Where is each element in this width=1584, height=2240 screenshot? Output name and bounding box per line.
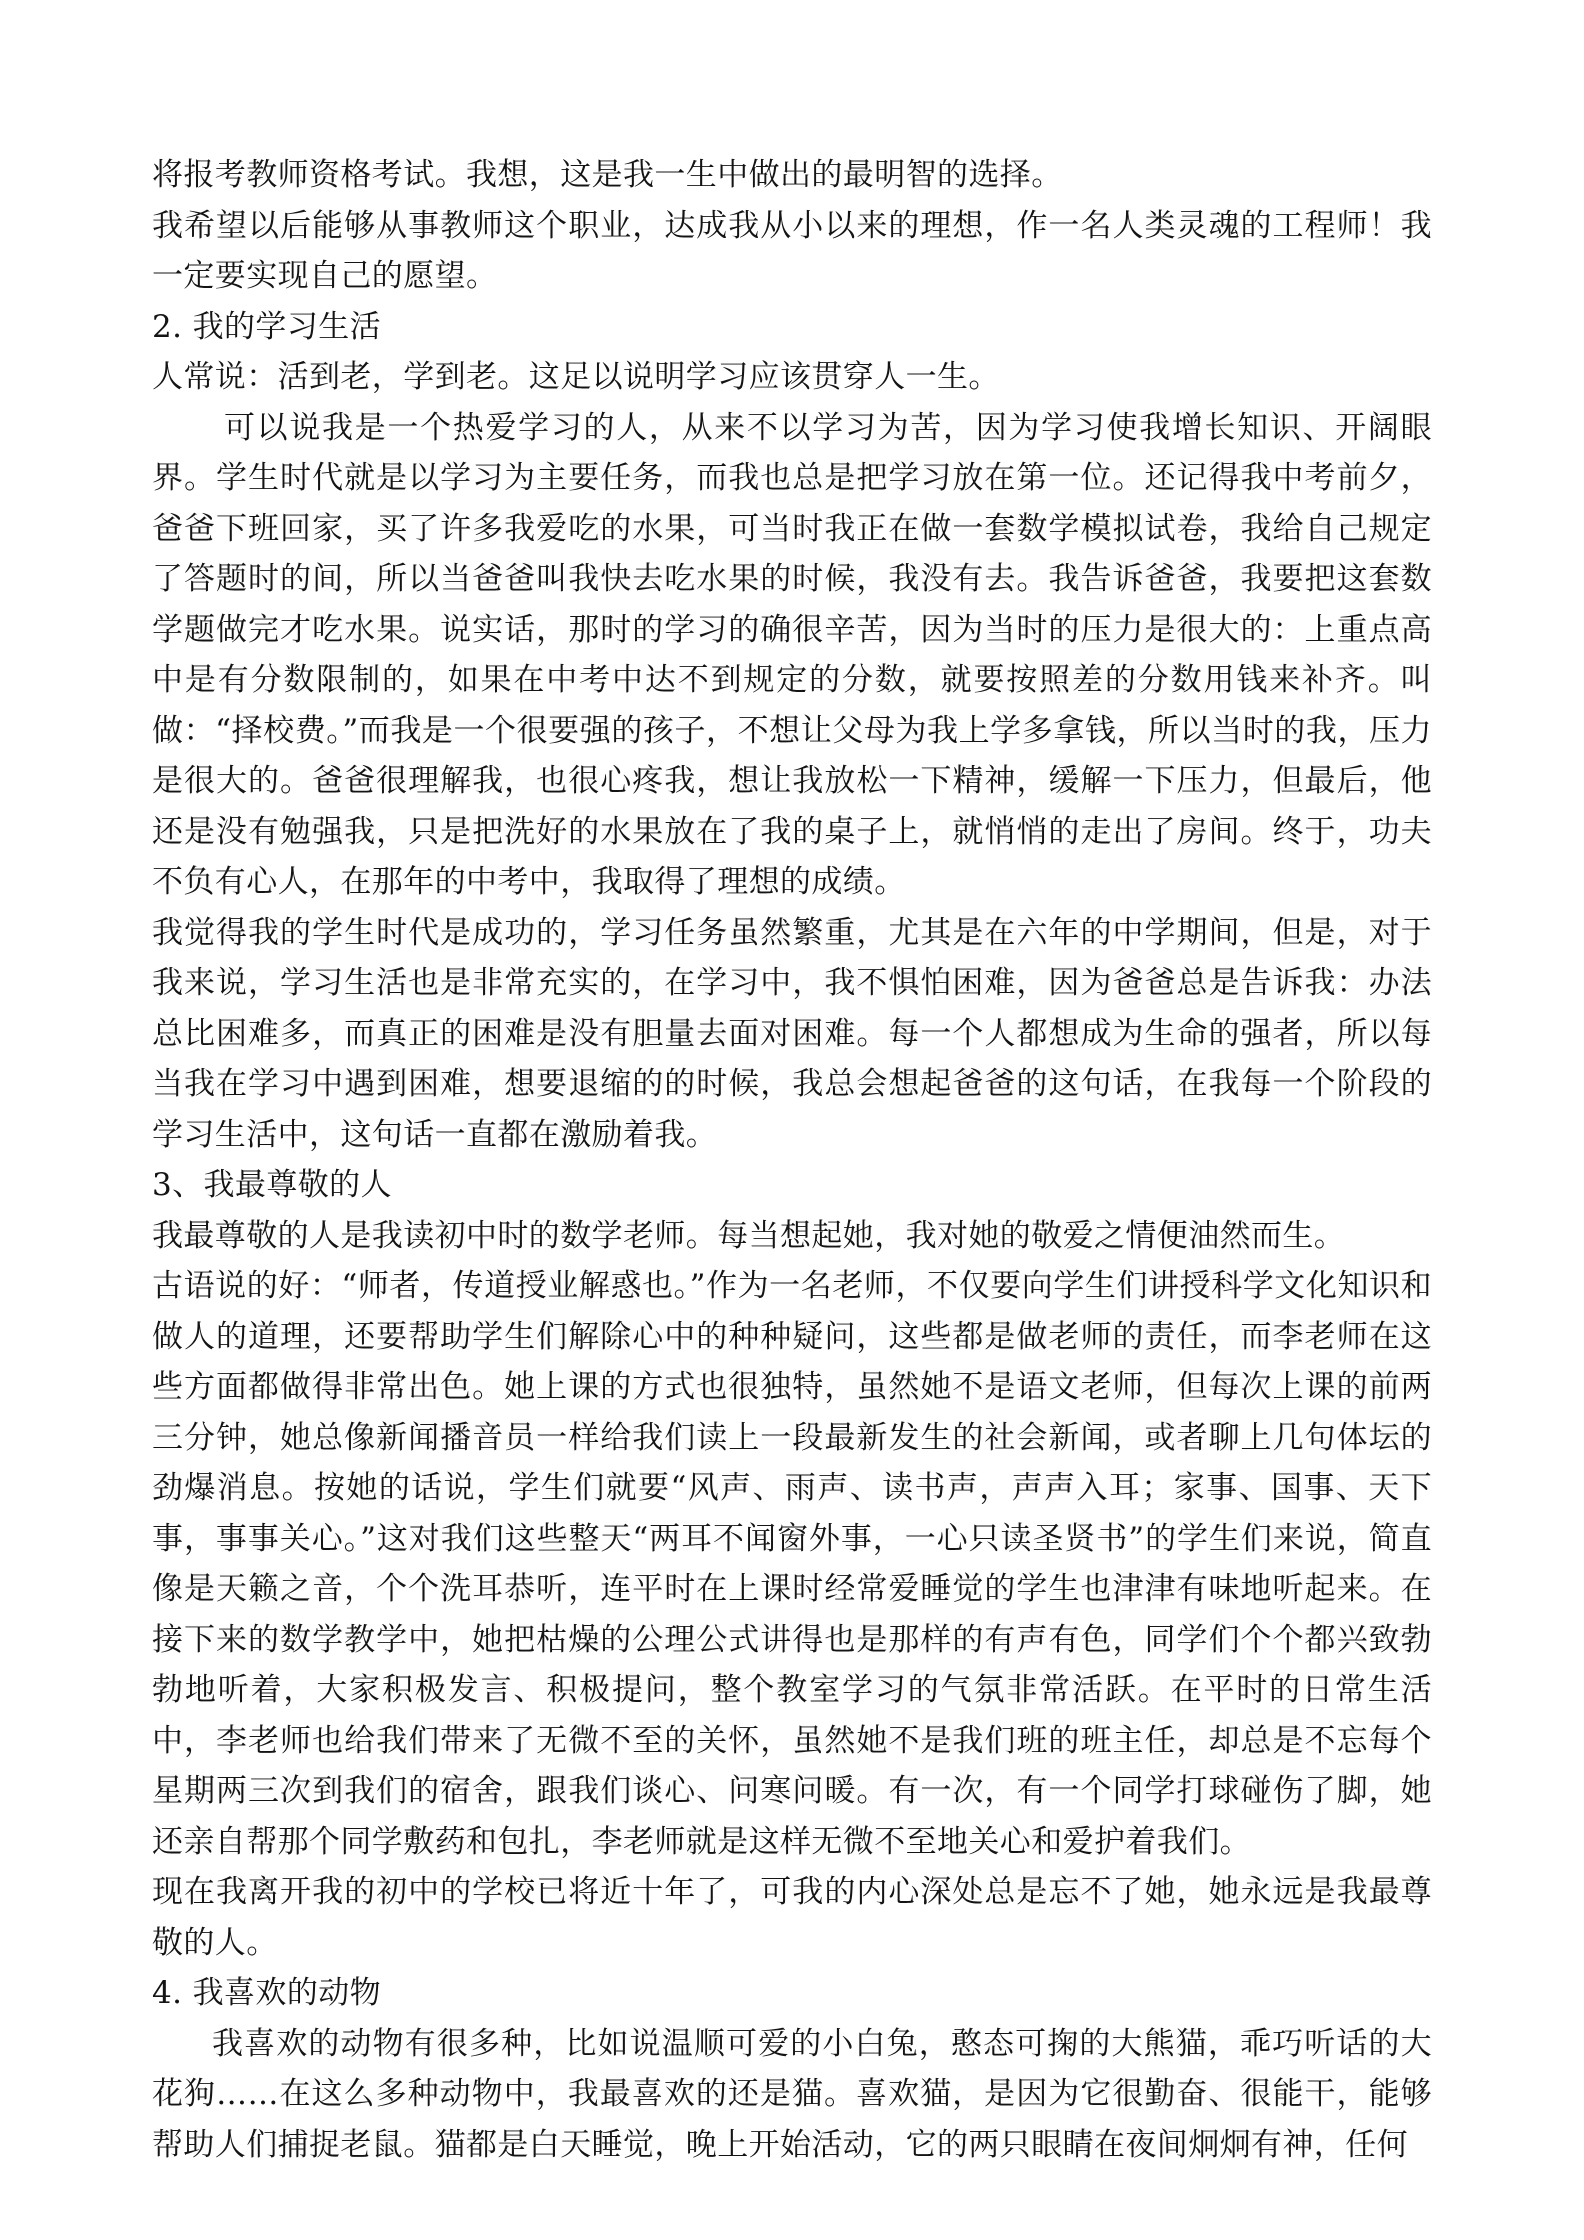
section-heading-study-life: 2. 我的学习生活 — [152, 308, 382, 345]
paragraph-successful-student-years: 我觉得我的学生时代是成功的，学习任务虽然繁重，尤其是在六年的中学期间，但是，对于我来说，学习生活也是非常充实的，在学习中，我不惧怕困难，因为爸爸总是告诉我：办法总比困难多，而真正的困难是没有胆量去面对困难。每一个人都想成为生命的强者，所以每当我在学习中遇到困难，想要退缩的的时候，我总会想起爸爸的这句话，在我每一个阶段的学习生活中，这句话一直都在激励着我。 — [152, 914, 1432, 1153]
section-heading-favorite-animal: 4. 我喜欢的动物 — [152, 1975, 382, 2011]
paragraph-math-teacher-intro: 我最尊敬的人是我读初中时的数学老师。每当想起她，我对她的敬爱之情便油然而生。 — [152, 1217, 1346, 1254]
document-body — [152, 150, 1432, 2170]
paragraph-love-of-learning: 可以说我是一个热爱学习的人，从来不以学习为苦，因为学习使我增长知识、开阔眼界。学生时代就是以学习为主要任务，而我也总是把学习放在第一位。还记得我中考前夕，爸爸下班回家，买了许多我爱吃的水果，可当时我正在做一套数学模拟试卷，我给自己规定了答题时的间，所以当爸爸叫我快去吃水果的时候，我没有去。我告诉爸爸，我要把这套数学题做完才吃水果。说实话，那时的学习的确很辛苦，因为当时的压力是很大的：上重点高中是有分数限制的，如果在中考中达不到规定的分数，就要按照差的分数用钱来补齐。叫做：“择校费。”而我是一个很要强的孩子，不想让父母为我上学多拿钱，所以当时的我，压力是很大的。爸爸很理解我，也很心疼我，想让我放松一下精神，缓解一下压力，但最后，他还是没有勉强我，只是把洗好的水果放在了我的桌子上，就悄悄的走出了房间。终于，功夫不负有心人，在那年的中考中，我取得了理想的成绩。 — [152, 409, 1432, 900]
paragraph-favorite-animal: 我喜欢的动物有很多种，比如说温顺可爱的小白兔，憨态可掬的大熊猫，乖巧听话的大花狗……在这么多种动物中，我最喜欢的还是猫。喜欢猫，是因为它很勤奋、很能干，能够帮助人们捕捉老鼠。猫都是白天睡觉，晚上开始活动，它的两只眼睛在夜间炯炯有神，任何 — [152, 2025, 1432, 2163]
paragraph-lifelong-learning: 人常说：活到老，学到老。这足以说明学习应该贯穿人一生。 — [152, 359, 1000, 395]
paragraph-teacher-wish: 我希望以后能够从事教师这个职业，达成我从小以来的理想，作一名人类灵魂的工程师！我一定要实现自己的愿望。 — [152, 207, 1432, 294]
paragraph-ten-years-later: 现在我离开我的初中的学校已将近十年了，可我的内心深处总是忘不了她，她永远是我最尊敬的人。 — [152, 1874, 1432, 1961]
paragraph-exam-choice: 将报考教师资格考试。我想，这是我一生中做出的最明智的选择。 — [152, 157, 1063, 193]
section-heading-respected-person: 3、我最尊敬的人 — [152, 1167, 392, 1203]
paragraph-teacher-description: 古语说的好：“师者，传道授业解惑也。”作为一名老师，不仅要向学生们讲授科学文化知识和做人的道理，还要帮助学生们解除心中的种种疑问，这些都是做老师的责任，而李老师在这些方面都做得非常出色。她上课的方式也很独特，虽然她不是语文老师，但每次上课的前两三分钟，她总像新闻播音员一样给我们读上一段最新发生的社会新闻，或者聊上几句体坛的劲爆消息。按她的话说，学生们就要“风声、雨声、读书声，声声入耳；家事、国事、天下事，事事关心。”这对我们这些整天“两耳不闻窗外事，一心只读圣贤书”的学生们来说，简直像是天籁之音，个个洗耳恭听，连平时在上课时经常爱睡觉的学生也津津有味地听起来。在接下来的数学教学中，她把枯燥的公理公式讲得也是那样的有声有色，同学们个个都兴致勃勃地听着，大家积极发言、积极提问，整个教室学习的气氛非常活跃。在平时的日常生活中，李老师也给我们带来了无微不至的关怀，虽然她不是我们班的班主任，却总是不忘每个星期两三次到我们的宿舍，跟我们谈心、问寒问暖。有一次，有一个同学打球碰伤了脚，她还亲自帮那个同学敷药和包扎，李老师就是这样无微不至地关心和爱护着我们。 — [152, 1268, 1432, 1860]
